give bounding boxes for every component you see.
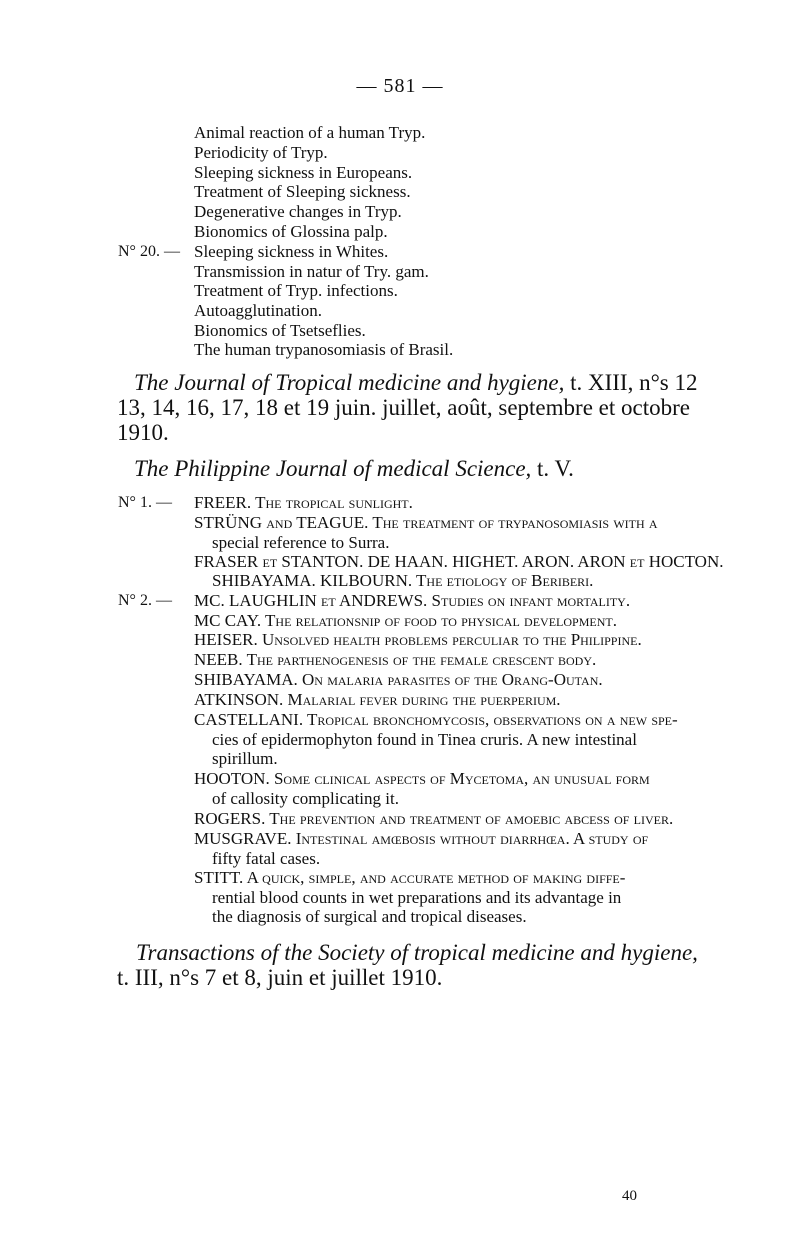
list-item: Transmission in natur of Try. gam.	[194, 262, 429, 281]
list-item: The human trypanosomiasis of Brasil.	[194, 340, 454, 359]
issue-number: N° 1. —	[118, 494, 172, 511]
list-item: Treatment of Tryp. infections.	[194, 281, 398, 300]
journal-volume: t. V.	[537, 456, 574, 481]
entry: STRÜNG and TEAGUE. The treatment of trypanosomiasis with a	[194, 513, 658, 532]
list-item: Animal reaction of a human Tryp.	[194, 123, 426, 142]
entry: special reference to Surra.	[212, 533, 390, 552]
list-item: Autoagglutination.	[194, 301, 322, 320]
journal-volume: t. III, n°s 7 et 8, juin et juillet 1910.	[117, 965, 443, 990]
journal-title	[136, 940, 698, 966]
journal-title-line	[134, 456, 574, 482]
entry: fifty fatal cases.	[212, 849, 321, 868]
entry: FREER. The tropical sunlight.	[194, 493, 413, 512]
issue-number: N° 20. —	[118, 243, 180, 260]
entry: STITT. A quick, simple, and accurate method of making diffe-	[194, 868, 626, 887]
list-item: Periodicity of Tryp.	[194, 143, 328, 162]
issue-number: N° 2. —	[118, 592, 172, 609]
entry: HEISER. Unsolved health problems perculiar to the Philippine.	[194, 630, 642, 649]
journal-title: The Philippine Journal of medical Science,	[134, 456, 532, 481]
entry: spirillum.	[212, 749, 278, 768]
entry: ATKINSON. Malarial fever during the puerperium.	[194, 690, 561, 709]
journal-dates: 13, 14, 16, 17, 18 et 19 juin. juillet, août, septembre et octobre	[117, 395, 690, 420]
entry: of callosity complicating it.	[212, 789, 399, 808]
entry: the diagnosis of surgical and tropical diseases.	[212, 907, 527, 926]
entry: HOOTON. Some clinical aspects of Mycetoma, an unusual form	[194, 769, 650, 788]
journal-title-text: Transactions of the Society of tropical medicine and hygiene,	[136, 940, 698, 965]
entry: CASTELLANI. Tropical bronchomycosis, observations on a new spe-	[194, 710, 678, 729]
list-item: Bionomics of Glossina palp.	[194, 222, 388, 241]
journal-title-line	[134, 370, 697, 396]
entry: MUSGRAVE. Intestinal amœbosis without diarrhœa. A study of	[194, 829, 649, 848]
entry: MC CAY. The relationsnip of food to physical development.	[194, 611, 617, 630]
signature-mark: 40	[622, 1188, 637, 1204]
entry: SHIBAYAMA. KILBOURN. The etiology of Beriberi.	[212, 571, 594, 590]
entry: ROGERS. The prevention and treatment of amoebic abcess of liver.	[194, 809, 674, 828]
entry: FRASER et STANTON. DE HAAN. HIGHET. ARON. ARON et HOCTON.	[194, 552, 724, 571]
list-item: Sleeping sickness in Europeans.	[194, 163, 413, 182]
journal-title: The Journal of Tropical medicine and hygiene,	[134, 370, 565, 395]
journal-year: 1910.	[117, 420, 169, 445]
list-item: Bionomics of Tsetseflies.	[194, 321, 366, 340]
entry: MC. LAUGHLIN et ANDREWS. Studies on infant mortality.	[194, 591, 631, 610]
entry: rential blood counts in wet preparations and its advantage in	[212, 888, 622, 907]
entry: NEEB. The parthenogenesis of the female crescent body.	[194, 650, 597, 669]
entry: cies of epidermophyton found in Tinea cruris. A new intestinal	[212, 730, 637, 749]
list-item: Treatment of Sleeping sickness.	[194, 182, 411, 201]
page-number-header: — 581 —	[356, 75, 444, 97]
list-item: Degenerative changes in Tryp.	[194, 202, 402, 221]
entry: SHIBAYAMA. On malaria parasites of the Orang-Outan.	[194, 670, 603, 689]
journal-volume: t. XIII, n°s 12	[570, 370, 698, 395]
list-item: Sleeping sickness in Whites.	[194, 242, 389, 261]
